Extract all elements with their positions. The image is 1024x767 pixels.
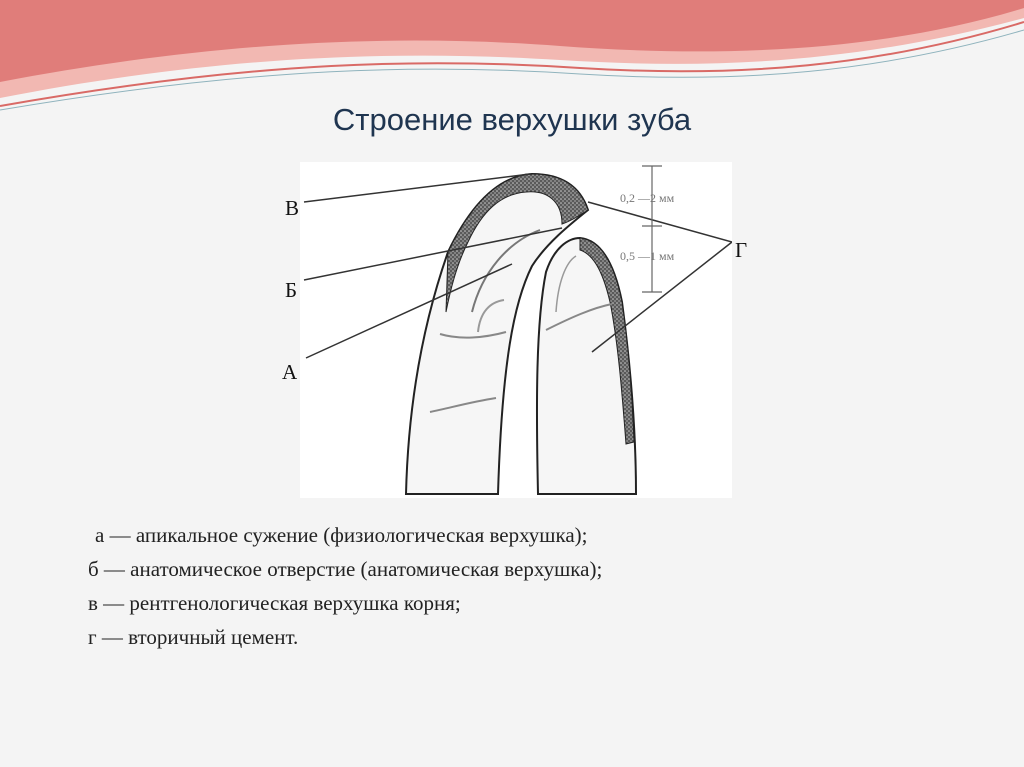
measure-label-top: 0,2 —2 мм <box>620 191 675 205</box>
legend <box>88 518 602 654</box>
legend-item-v: в — рентгенологическая верхушка корня; <box>88 591 461 615</box>
legend-item-a: а — апикальное сужение (физиологическая верхушка); <box>95 523 588 547</box>
tooth-apex-diagram <box>300 162 732 498</box>
slide-title: Строение верхушки зуба <box>332 102 692 137</box>
label-a: А <box>282 360 298 384</box>
leader-g-1 <box>588 202 732 242</box>
measure-label-bottom: 0,5 —1 мм <box>620 249 675 263</box>
legend-item-g: г — вторичный цемент. <box>88 625 299 649</box>
label-g: Г <box>735 238 748 262</box>
label-v: В <box>285 196 300 220</box>
label-b: Б <box>285 278 298 302</box>
legend-item-b: б — анатомическое отверстие (анатомическая верхушка); <box>88 557 603 581</box>
